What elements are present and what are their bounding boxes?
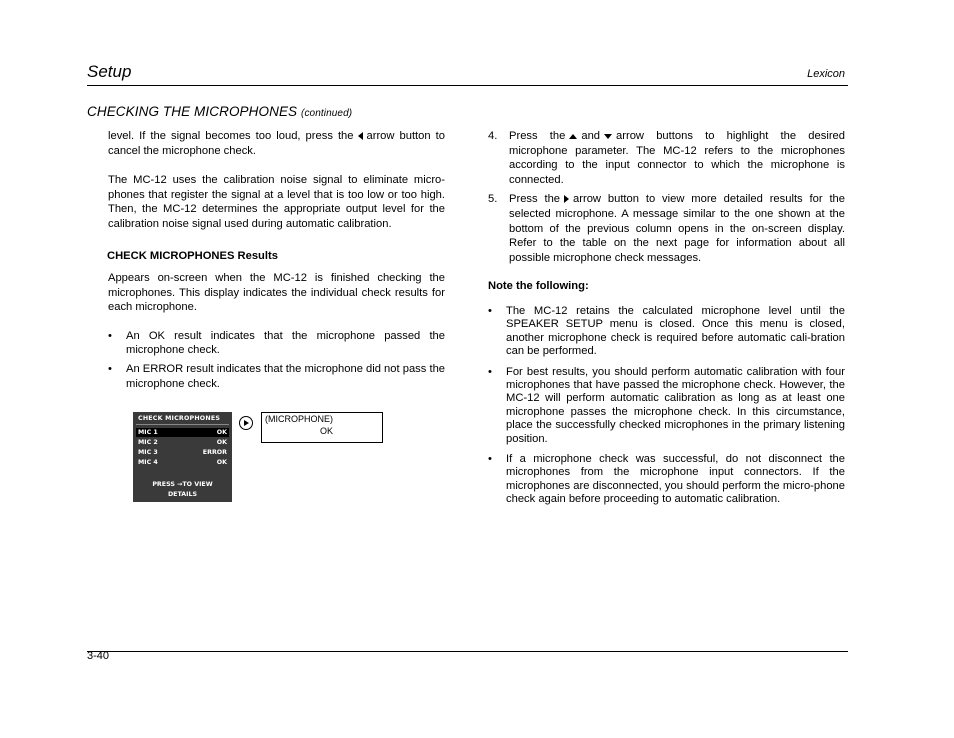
screen-divider [136,424,229,425]
list-item: • The MC-12 retains the calculated microphone level until the SPEAKER SETUP menu is closed. Once this menu is closed, another microphone check is required before automatic cali-bration can be performed. [488,305,845,358]
section-heading-text: CHECKING THE MICROPHONES [87,104,298,119]
continued-label: (continued) [301,108,353,119]
brand-name: Lexicon [807,68,845,80]
results-subheading: CHECK MICROPHONES Results [107,250,278,262]
left-para-1-a: level. If the signal becomes too loud, press the [108,130,354,142]
left-para-2 [108,173,445,231]
down-arrow-icon [604,134,612,139]
right-button-icon [239,416,253,430]
list-item-text: If a microphone check was successful, do not disconnect the microphones from the microphone input connectors. If the microphones are disconnected, you should perform the micro-phone check again before proceeding to automatic calibration. [506,453,845,506]
screen-footer-line2: DETAILS [167,491,198,498]
microphone-detail-box [261,412,383,443]
list-item: • If a microphone check was successful, do not disconnect the microphones from the microphone input connectors. If the microphones are disconnected, you should perform the micro-phone check again before proceeding to automatic calibration. [488,453,845,506]
screen-footer-line1: PRESS →TO VIEW [152,481,213,488]
right-arrow-icon [564,195,569,203]
list-item: • For best results, you should perform automatic calibration with four microphones that have passed the microphone check. However, the MC-12 will perform automatic calibration as long as at least one microphone passes the microphone check. In this circumstance, place the successfully checked microphones in the primary listening position. [488,365,845,445]
notes-bullet-list [488,305,845,512]
left-para-1 [108,129,445,158]
screen-row: MIC 2 OK [138,439,227,446]
screen-row: MIC 3 ERROR [138,449,227,456]
header-rule [87,85,848,86]
left-para-3 [108,271,445,315]
check-microphones-screen [133,412,232,502]
list-item-text: The MC-12 retains the calculated microphone level until the SPEAKER SETUP menu is closed. Once this menu is closed, another microphone check is required before automatic cali-bration can be performed. [506,305,845,358]
list-item: 4. Press the and arrow buttons to highlight the desired microphone parameter. The MC-12 refers to the microphones according to the input connector to which the microphone is connected. [488,130,845,186]
page-number: 3-40 [87,650,110,662]
page-section-title: Setup [87,62,132,81]
list-item-text: For best results, you should perform automatic calibration with four microphones that have passed the microphone check. However, the MC-12 will perform automatic calibration as long as at least one microphone passes the microphone check. In this circumstance, place the successfully checked microphones in the primary listening position. [506,365,845,445]
section-heading [87,104,352,119]
screen-row: MIC 1 OK [138,429,227,436]
left-para-2-text: The MC-12 uses the calibration noise signal to eliminate micro-phones that register the signal at a level that is too low or too high. Then, the MC-12 determines the appropriate output level for the calibration noise signal used during automatic calibration. [108,174,445,230]
steps-list [488,129,845,270]
detail-line-1: (MICROPHONE) [265,414,333,424]
list-item-text: An ERROR result indicates that the microphone did not pass the microphone check. [126,363,446,390]
left-para-1-b: arrow button to cancel the microphone check. [108,130,445,157]
left-para-3-text: Appears on-screen when the MC-12 is finished checking the microphones. This display indicates the individual check results for each microphone. [108,272,445,314]
list-item-text: An OK result indicates that the microphone passed the microphone check. [126,330,445,357]
left-arrow-icon [358,132,363,140]
results-bullet-list [108,329,445,396]
detail-line-2: OK [320,426,334,436]
right-arrow-icon: → [177,481,183,488]
up-arrow-icon [569,134,577,139]
list-item: • An ERROR result indicates that the microphone did not pass the microphone check. [108,363,446,390]
list-item: 5. Press the arrow button to view more detailed results for the selected microphone. A message similar to the one shown at the bottom of the previous column opens in the on-screen display. Refer to the table on the next page for information about all possible microphone check messages. [488,193,845,264]
screen-title: CHECK MICROPHONES [138,415,221,422]
screen-row: MIC 4 OK [138,459,227,466]
note-heading: Note the following: [488,280,589,292]
footer-rule [87,651,848,652]
list-item: • An OK result indicates that the microphone passed the microphone check. [108,330,445,357]
